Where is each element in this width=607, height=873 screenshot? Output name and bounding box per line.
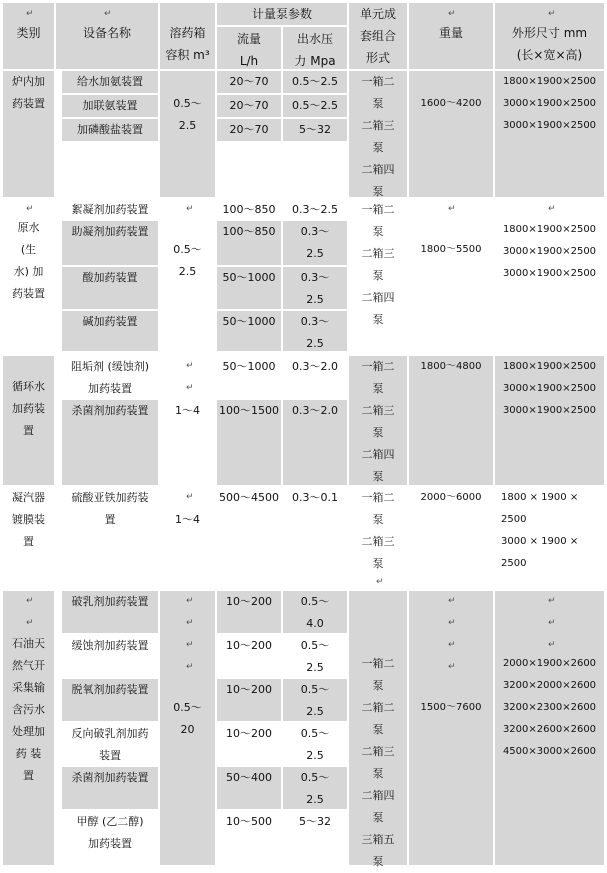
- paragraph-mark-icon: ↵: [186, 640, 194, 650]
- combo-value: 一箱二: [361, 491, 395, 504]
- device-name: 缓蚀剂加药装置: [71, 639, 149, 652]
- category-label: 处理加: [12, 725, 45, 738]
- pressure-value: 5～32: [299, 815, 331, 828]
- device-name: 反向破乳剂加药: [71, 727, 149, 740]
- device-name: 酸加药装置: [82, 271, 138, 284]
- device-name: 碱加药装置: [82, 315, 138, 328]
- dims-value: 2000×1900×2600: [502, 658, 597, 669]
- pressure-value: 0.5～2.5: [292, 99, 338, 112]
- header-combo: 套组合: [359, 29, 396, 43]
- header-pump-params: 计量泵参数: [251, 7, 312, 21]
- flow-value: 10～200: [226, 595, 272, 608]
- pressure-value: 0.5～: [300, 639, 330, 652]
- volume-value: 1～4: [175, 513, 200, 526]
- device-name: 杀菌剂加药装置: [71, 771, 149, 784]
- paragraph-mark-icon: ↵: [448, 640, 456, 650]
- volume-value: 0.5～: [173, 701, 202, 714]
- combo-value: 泵: [372, 141, 384, 154]
- dims-value: 3000×1900×2500: [502, 268, 597, 279]
- flow-value: 50～1000: [222, 271, 276, 284]
- category-label: 循环水: [12, 380, 45, 393]
- header-tank-volume: 溶药箱: [169, 26, 206, 40]
- paragraph-mark-icon: ↵: [26, 618, 34, 628]
- flow-value: 100～850: [222, 225, 276, 238]
- paragraph-mark-icon: ↵: [448, 618, 456, 628]
- pressure-value: 0.3～: [300, 315, 330, 328]
- pressure-value: 2.5: [306, 247, 324, 260]
- flow-value: 10～500: [226, 815, 272, 828]
- category-label: 药装置: [12, 287, 45, 300]
- dims-value: 2500: [501, 558, 527, 569]
- paragraph-mark-icon: ↵: [548, 596, 556, 606]
- header-pressure: 力 Mpa: [294, 54, 336, 68]
- dims-value: 1800×1900×2500: [502, 224, 597, 235]
- paragraph-mark-icon: ↵: [448, 204, 456, 214]
- combo-value: 一箱二: [361, 657, 395, 670]
- combo-value: 二箱四: [361, 789, 395, 802]
- combo-value: 泵: [372, 513, 384, 526]
- flow-value: 50～1000: [222, 360, 276, 373]
- device-name: 杀菌剂加药装置: [71, 404, 149, 417]
- device-name: 硫酸亚铁加药装: [71, 491, 149, 504]
- dims-value: 3000 × 1900 ×: [501, 536, 579, 547]
- category-label: 然气开: [12, 659, 45, 672]
- paragraph-mark-icon: ↵: [548, 204, 556, 214]
- paragraph-mark-icon: ↵: [186, 596, 194, 606]
- combo-value: 泵: [372, 557, 384, 570]
- header-pressure: 出水压: [296, 32, 333, 46]
- device-name: 置: [104, 513, 116, 526]
- category-label: 置: [23, 424, 34, 437]
- combo-value: 一箱二: [361, 360, 395, 373]
- dims-value: 2500: [501, 514, 527, 525]
- header-weight: 重量: [438, 26, 463, 40]
- category-label: 镀膜装: [12, 513, 45, 526]
- flow-value: 10～200: [226, 683, 272, 696]
- header-dimensions: 外形尺寸 mm: [511, 26, 588, 40]
- pressure-value: 0.5～: [300, 727, 330, 740]
- category-label: 含污水: [12, 703, 45, 716]
- device-name: 加联氨装置: [82, 99, 138, 112]
- paragraph-mark-icon: ↵: [448, 596, 456, 606]
- paragraph-mark-icon: ↵: [548, 618, 556, 628]
- paragraph-mark-icon: ↵: [186, 492, 194, 502]
- flow-value: 100～1500: [219, 404, 279, 417]
- volume-value: 1～4: [175, 404, 200, 417]
- pressure-value: 2.5: [306, 749, 324, 762]
- header-device-name: 设备名称: [82, 26, 131, 40]
- combo-value: 三箱五: [361, 833, 395, 846]
- combo-value: 泵: [372, 811, 384, 824]
- combo-value: 二箱二: [361, 701, 395, 714]
- flow-value: 10～200: [226, 639, 272, 652]
- combo-value: 泵: [372, 313, 384, 326]
- pressure-value: 0.5～: [300, 683, 330, 696]
- category-label: (生: [20, 243, 37, 256]
- volume-cell: [160, 487, 215, 589]
- dims-value: 1800 × 1900 ×: [501, 492, 579, 503]
- combo-value: 泵: [372, 225, 384, 238]
- category-label: 药 装: [15, 747, 42, 760]
- category-label: 凝汽器: [12, 491, 45, 504]
- category-label: 药装置: [12, 97, 45, 110]
- flow-value: 500～4500: [219, 491, 279, 504]
- combo-value: 一箱二: [361, 203, 395, 216]
- combo-value: 二箱三: [361, 745, 395, 758]
- pressure-value: 2.5: [306, 793, 324, 806]
- volume-value: 20: [180, 723, 195, 736]
- pressure-value: 0.5～: [300, 771, 330, 784]
- flow-value: 10～200: [226, 727, 272, 740]
- pressure-value: 0.5～: [300, 595, 330, 608]
- pressure-value: 2.5: [306, 293, 324, 306]
- pressure-value: 0.3～: [300, 271, 330, 284]
- pressure-value: 0.3～2.5: [292, 203, 338, 216]
- combo-value: 二箱三: [361, 247, 395, 260]
- combo-value: 二箱三: [361, 404, 395, 417]
- device-name: 絮凝剂加药装置: [71, 203, 149, 216]
- combo-value: 一箱二: [361, 75, 395, 88]
- paragraph-mark-icon: ↵: [186, 383, 194, 393]
- paragraph-mark-icon: ↵: [376, 577, 384, 587]
- device-name: 甲醇 (乙二醇): [76, 815, 144, 828]
- dims-value: 3000×1900×2500: [502, 98, 597, 109]
- device-name: 加磷酸盐装置: [77, 123, 143, 136]
- device-name: 助凝剂加药装置: [71, 225, 149, 238]
- header-combo: 形式: [365, 51, 390, 65]
- paragraph-mark-icon: ↵: [448, 9, 456, 19]
- weight-value: 1500～7600: [420, 702, 482, 713]
- header-category: 类别: [16, 26, 41, 40]
- combo-value: 泵: [372, 382, 384, 395]
- pressure-value: 2.5: [306, 337, 324, 350]
- combo-value: 泵: [372, 767, 384, 780]
- category-label: 炉内加: [12, 75, 45, 88]
- paragraph-mark-icon: ↵: [26, 204, 34, 214]
- combo-value: 泵: [372, 679, 384, 692]
- paragraph-mark-icon: ↵: [186, 618, 194, 628]
- dims-value: 3200×2600×2600: [502, 724, 597, 735]
- dims-value: 4500×3000×2600: [502, 746, 597, 757]
- combo-value: 二箱三: [361, 119, 395, 132]
- header-tank-volume: 容积 m³: [165, 48, 210, 62]
- category-label: 加药装: [12, 402, 45, 415]
- volume-value: 2.5: [178, 265, 197, 278]
- pressure-value: 2.5: [306, 705, 324, 718]
- paragraph-mark-icon: ↵: [548, 9, 556, 19]
- combo-value: 泵: [372, 97, 384, 110]
- pressure-value: 0.3～0.1: [292, 491, 338, 504]
- paragraph-mark-icon: ↵: [26, 9, 34, 19]
- flow-value: 50～400: [226, 771, 272, 784]
- paragraph-mark-icon: ↵: [448, 662, 456, 672]
- device-name: 加药装置: [88, 837, 132, 850]
- category-label: 置: [23, 769, 34, 782]
- combo-value: 泵: [372, 426, 384, 439]
- device-name: 装置: [99, 749, 121, 762]
- category-label: 采集输: [12, 681, 45, 694]
- flow-value: 100～850: [222, 203, 276, 216]
- flow-value: 20～70: [229, 123, 269, 136]
- volume-value: 2.5: [178, 119, 197, 132]
- combo-value: 泵: [372, 269, 384, 282]
- dims-value: 3000×1900×2500: [502, 120, 597, 131]
- paragraph-mark-icon: ↵: [186, 361, 194, 371]
- flow-value: 20～70: [229, 99, 269, 112]
- flow-value: 50～1000: [222, 315, 276, 328]
- flow-value: 20～70: [229, 75, 269, 88]
- combo-value: 二箱四: [361, 163, 395, 176]
- paragraph-mark-icon: ↵: [186, 662, 194, 672]
- category-label: 石油天: [12, 637, 45, 650]
- pressure-value: 0.5～2.5: [292, 75, 338, 88]
- combo-value: 二箱四: [361, 448, 395, 461]
- pressure-value: 4.0: [306, 617, 324, 630]
- combo-value: 二箱三: [361, 535, 395, 548]
- volume-value: 0.5～: [173, 243, 202, 256]
- paragraph-mark-icon: ↵: [548, 640, 556, 650]
- device-name: 阻垢剂 (缓蚀剂): [70, 360, 150, 373]
- weight-cell: [409, 199, 493, 354]
- device-name: 加药装置: [88, 382, 132, 395]
- weight-value: 2000～6000: [420, 492, 482, 503]
- weight-value: 1800～4800: [420, 361, 482, 372]
- weight-value: 1800～5500: [420, 244, 482, 255]
- weight-cell: [409, 591, 493, 865]
- dims-value: 1800×1900×2500: [502, 361, 597, 372]
- volume-value: 0.5～: [173, 97, 202, 110]
- category-label: 置: [23, 535, 34, 548]
- pressure-value: 0.3～2.0: [292, 360, 338, 373]
- category-label: 原水: [17, 221, 40, 234]
- dims-value: 3200×2000×2600: [502, 680, 597, 691]
- combo-value: 泵: [372, 185, 384, 198]
- category-label: 水) 加: [13, 265, 44, 278]
- combo-value: 二箱四: [361, 291, 395, 304]
- dims-value: 3000×1900×2500: [502, 383, 597, 394]
- combo-value: 泵: [372, 855, 384, 868]
- combo-value: 泵: [372, 723, 384, 736]
- paragraph-mark-icon: ↵: [26, 596, 34, 606]
- pressure-value: 5～32: [299, 123, 331, 136]
- device-name: 脱氧剂加药装置: [71, 683, 149, 696]
- pressure-value: 0.3～: [300, 225, 330, 238]
- weight-value: 1600～4200: [420, 98, 482, 109]
- device-name: 破乳剂加药装置: [71, 595, 149, 608]
- dims-value: 3000×1900×2500: [502, 405, 597, 416]
- pressure-value: 0.3～2.0: [292, 404, 338, 417]
- dims-value: 3000×1900×2500: [502, 246, 597, 257]
- combo-value: 泵: [372, 470, 384, 483]
- dims-value: 1800×1900×2500: [502, 76, 597, 87]
- header-combo: 单元成: [359, 7, 396, 21]
- weight-cell: [409, 71, 493, 197]
- header-flow: 流量: [236, 32, 261, 46]
- dims-value: 3200×2300×2600: [502, 702, 597, 713]
- pressure-value: 2.5: [306, 661, 324, 674]
- header-dimensions: (长×宽×高): [516, 48, 583, 62]
- paragraph-mark-icon: ↵: [104, 9, 112, 19]
- paragraph-mark-icon: ↵: [186, 204, 194, 214]
- header-flow: L/h: [239, 54, 259, 68]
- device-name: 给水加氨装置: [77, 75, 143, 88]
